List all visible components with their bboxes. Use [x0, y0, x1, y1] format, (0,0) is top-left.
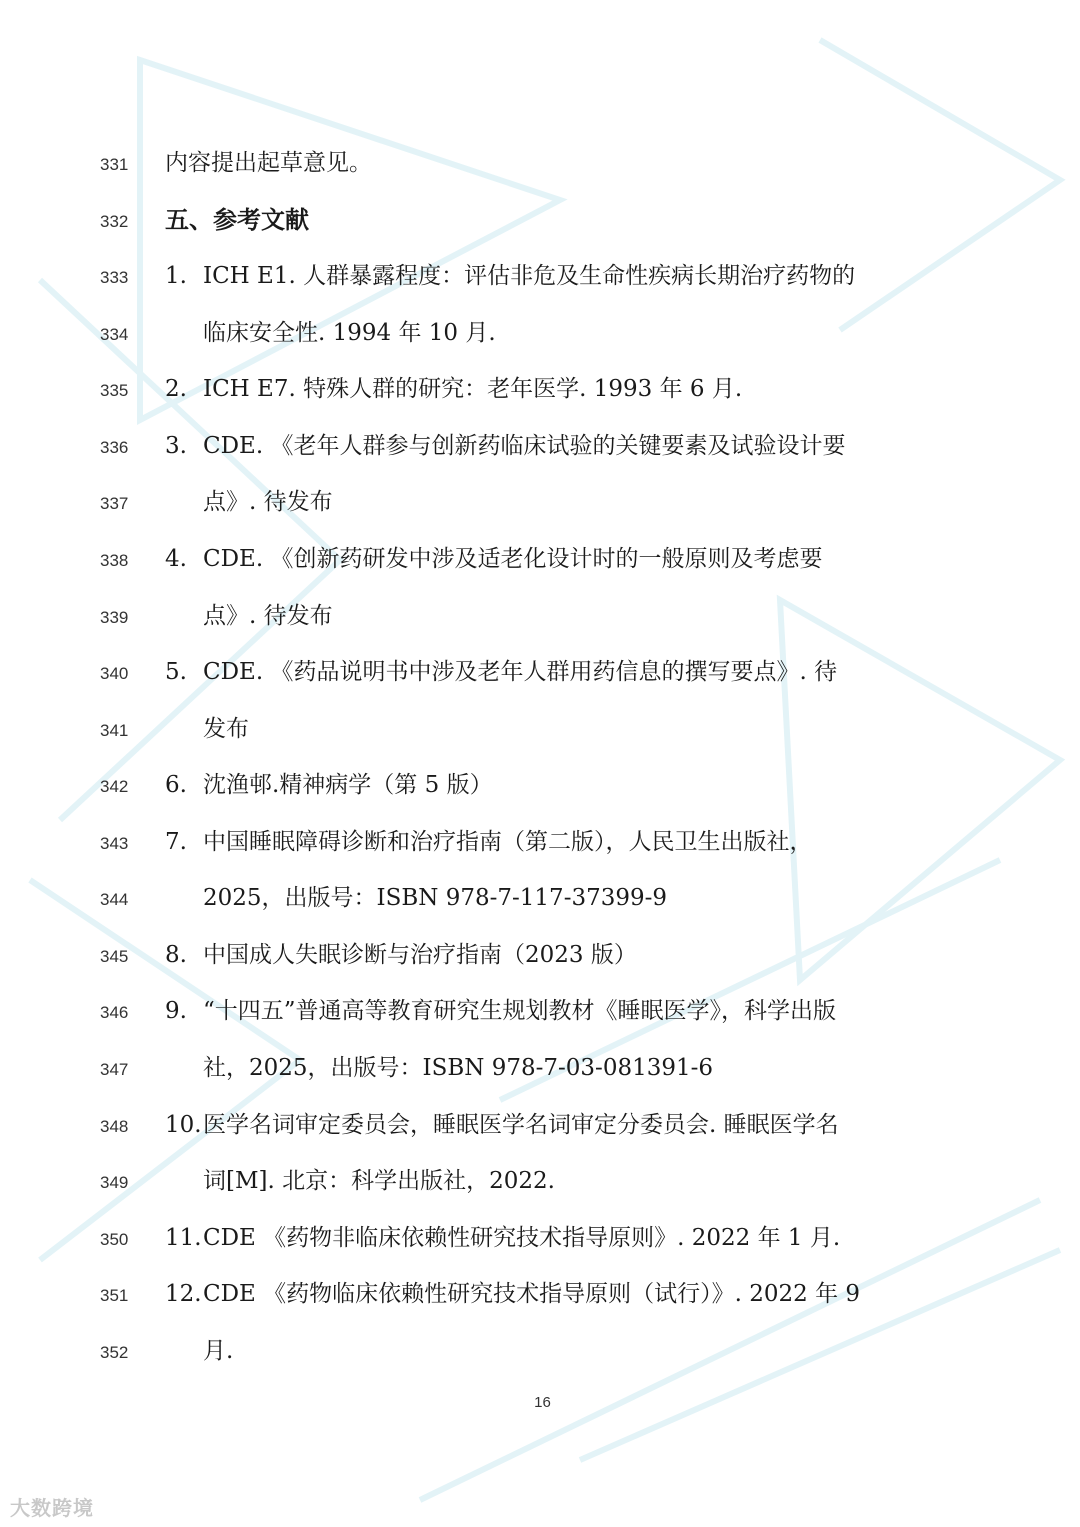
- line-number: 349: [100, 1173, 129, 1193]
- line-text: ICH E7. 特殊人群的研究：老年医学. 1993 年 6 月.: [203, 376, 743, 403]
- reference-number: 3.: [165, 432, 187, 459]
- line-number: 338: [100, 550, 129, 570]
- document-line: [0, 135, 1080, 192]
- line-text: 五、参考文献: [165, 205, 309, 234]
- line-number: 352: [100, 1342, 129, 1362]
- document-line: [0, 1210, 1080, 1267]
- line-number: 337: [100, 494, 129, 514]
- document-line: [0, 305, 1080, 362]
- document-line: [0, 474, 1080, 531]
- line-number: 333: [100, 268, 129, 288]
- line-text: 临床安全性. 1994 年 10 月.: [203, 319, 496, 346]
- reference-number: 9.: [165, 998, 187, 1025]
- line-text: CDE 《药物非临床依赖性研究技术指导原则》. 2022 年 1 月.: [203, 1224, 841, 1251]
- document-line: [0, 1097, 1080, 1154]
- reference-number: 1.: [165, 263, 187, 290]
- line-text: CDE. 《药品说明书中涉及老年人群用药信息的撰写要点》. 待: [203, 659, 838, 686]
- line-text: 中国睡眠障碍诊断和治疗指南（第二版），人民卫生出版社，: [203, 828, 813, 855]
- line-number: 343: [100, 833, 129, 853]
- line-number: 344: [100, 890, 129, 910]
- document-line: [0, 644, 1080, 701]
- document-line: [0, 701, 1080, 758]
- line-number: 340: [100, 664, 129, 684]
- line-number: 339: [100, 607, 129, 627]
- line-number: 332: [100, 211, 129, 231]
- reference-number: 5.: [165, 659, 187, 686]
- line-text: 月.: [203, 1337, 234, 1364]
- line-text: 2025，出版号：ISBN 978-7-117-37399-9: [203, 885, 668, 912]
- document-line: [0, 1040, 1080, 1097]
- line-number: 351: [100, 1286, 129, 1306]
- line-text: ICH E1. 人群暴露程度：评估非危及生命性疾病长期治疗药物的: [203, 263, 856, 290]
- line-number: 347: [100, 1060, 129, 1079]
- reference-number: 6.: [165, 772, 187, 799]
- line-text: 点》. 待发布: [203, 489, 333, 516]
- page-number: 16: [534, 1394, 551, 1411]
- reference-number: 10.: [165, 1111, 202, 1138]
- document-line: [0, 418, 1080, 475]
- reference-number: 2.: [165, 376, 187, 403]
- line-text: CDE 《药物临床依赖性研究技术指导原则（试行）》. 2022 年 9: [203, 1281, 861, 1308]
- line-number: 334: [100, 324, 129, 344]
- document-line: [0, 814, 1080, 871]
- line-number: 350: [100, 1229, 129, 1249]
- line-number: 348: [100, 1116, 129, 1136]
- line-text: 点》. 待发布: [203, 602, 333, 629]
- reference-number: 8.: [165, 941, 187, 968]
- line-text: CDE. 《老年人群参与创新药临床试验的关键要素及试验设计要: [203, 432, 846, 459]
- line-number: 336: [100, 437, 129, 457]
- document-line: [0, 1323, 1080, 1380]
- line-text: 社，2025，出版号：ISBN 978-7-03-081391-6: [203, 1055, 714, 1081]
- document-line: [0, 870, 1080, 927]
- line-text: 沈渔邨.精神病学（第 5 版）: [203, 772, 493, 799]
- line-text: 中国成人失眠诊断与治疗指南（2023 版）: [203, 941, 637, 968]
- reference-number: 4.: [165, 545, 187, 572]
- reference-number: 11.: [165, 1224, 202, 1251]
- line-text: CDE. 《创新药研发中涉及适老化设计时的一般原则及考虑要: [203, 545, 823, 572]
- document-body: [0, 135, 1080, 1379]
- reference-number: 12.: [165, 1281, 202, 1308]
- watermark-logo: 大数跨境: [10, 1496, 94, 1520]
- reference-number: 7.: [165, 828, 187, 855]
- document-line: [0, 1153, 1080, 1210]
- line-number: 341: [100, 720, 129, 740]
- line-number: 335: [100, 381, 129, 401]
- line-number: 346: [100, 1003, 129, 1023]
- line-number: 342: [100, 777, 129, 797]
- document-line: [0, 248, 1080, 305]
- document-line: [0, 983, 1080, 1040]
- document-line: [0, 588, 1080, 645]
- line-number: 345: [100, 946, 129, 966]
- section-heading: [0, 192, 1080, 249]
- document-line: [0, 1266, 1080, 1323]
- line-text: 发布: [203, 715, 249, 742]
- line-text: “十四五”普通高等教育研究生规划教材《睡眠医学》，科学出版: [203, 998, 837, 1025]
- line-text: 词[M]. 北京：科学出版社，2022.: [203, 1168, 555, 1195]
- line-number: 331: [100, 155, 129, 174]
- document-line: [0, 927, 1080, 984]
- line-text: 医学名词审定委员会，睡眠医学名词审定分委员会. 睡眠医学名: [203, 1111, 839, 1138]
- line-text: 内容提出起草意见。: [165, 150, 372, 176]
- document-line: [0, 361, 1080, 418]
- document-line: [0, 757, 1080, 814]
- document-line: [0, 531, 1080, 588]
